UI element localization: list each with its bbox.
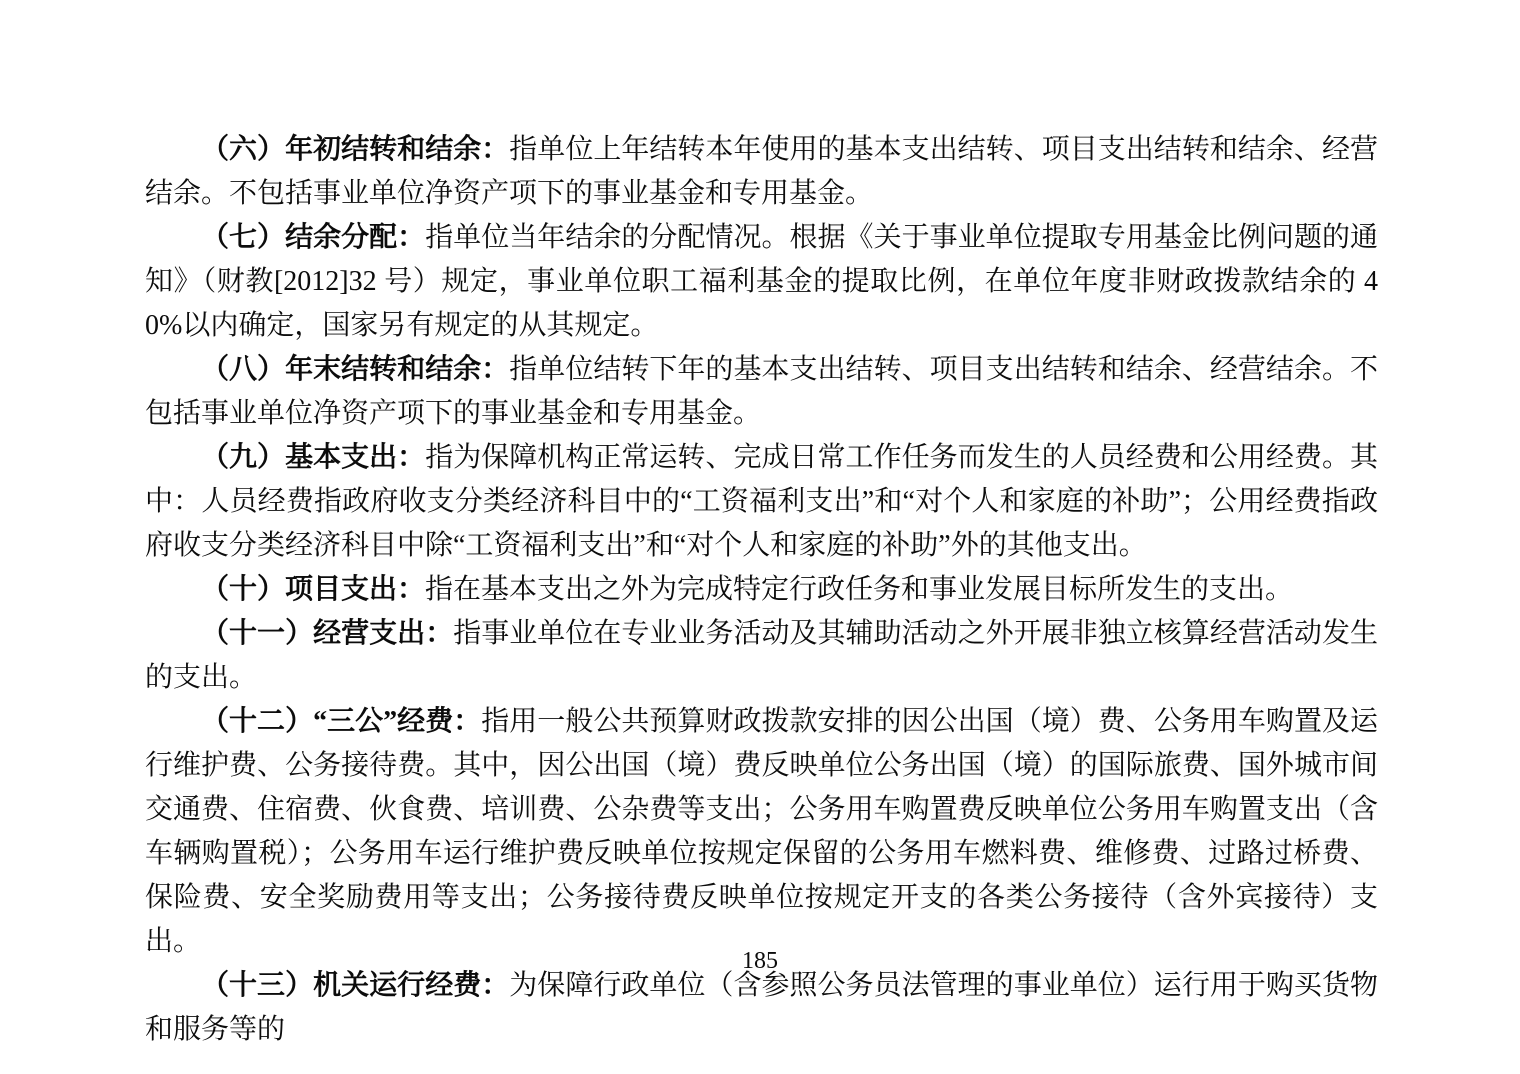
definition-term: （十一）经营支出： bbox=[201, 618, 454, 649]
definition-body: 指事业单位在专业业务活动及其辅助活动之外开展非独立核算经营活动发生的支出。 bbox=[145, 618, 1378, 693]
definition-term: （八）年末结转和结余： bbox=[201, 354, 510, 385]
definition-term: （九）基本支出： bbox=[201, 442, 426, 473]
definition-paragraph bbox=[145, 216, 1378, 348]
definition-paragraph bbox=[145, 964, 1378, 1052]
definition-paragraph bbox=[145, 128, 1378, 216]
definition-paragraph bbox=[145, 612, 1378, 700]
definition-body: 为保障行政单位（含参照公务员法管理的事业单位）运行用于购买货物和服务等的 bbox=[145, 970, 1378, 1045]
definition-body: 指单位上年结转本年使用的基本支出结转、项目支出结转和结余、经营结余。不包括事业单位净资产项下的事业基金和专用基金。 bbox=[145, 134, 1378, 209]
definition-body: 指单位当年结余的分配情况。根据《关于事业单位提取专用基金比例问题的通知》（财教[2012]32 号）规定，事业单位职工福利基金的提取比例，在单位年度非财政拨款结余的 40%以内确定，国家另有规定的从其规定。 bbox=[145, 222, 1378, 341]
definition-term: （十二）“三公”经费： bbox=[201, 706, 482, 737]
definition-paragraph bbox=[145, 700, 1378, 964]
definition-body: 指在基本支出之外为完成特定行政任务和事业发展目标所发生的支出。 bbox=[425, 574, 1294, 605]
definition-term: （六）年初结转和结余： bbox=[201, 134, 510, 165]
definition-term: （十三）机关运行经费： bbox=[201, 970, 510, 1001]
definition-body: 指单位结转下年的基本支出结转、项目支出结转和结余、经营结余。不包括事业单位净资产项下的事业基金和专用基金。 bbox=[145, 354, 1378, 429]
definition-term: （七）结余分配： bbox=[201, 222, 426, 253]
definition-paragraph bbox=[145, 568, 1378, 612]
definition-paragraph bbox=[145, 436, 1378, 568]
definition-term: （十）项目支出： bbox=[201, 574, 426, 605]
document-text-block bbox=[145, 128, 1378, 1052]
definition-body: 指为保障机构正常运转、完成日常工作任务而发生的人员经费和公用经费。其中：人员经费指政府收支分类经济科目中的“工资福利支出”和“对个人和家庭的补助”；公用经费指政府收支分类经济科目中除“工资福利支出”和“对个人和家庭的补助”外的其他支出。 bbox=[145, 442, 1378, 561]
definition-body: 指用一般公共预算财政拨款安排的因公出国（境）费、公务用车购置及运行维护费、公务接待费。其中，因公出国（境）费反映单位公务出国（境）的国际旅费、国外城市间交通费、住宿费、伙食费、培训费、公杂费等支出；公务用车购置费反映单位公务用车购置支出（含车辆购置税）；公务用车运行维护费反映单位按规定保留的公务用车燃料费、维修费、过路过桥费、保险费、安全奖励费用等支出；公务接待费反映单位按规定开支的各类公务接待（含外宾接待）支出。 bbox=[145, 706, 1378, 957]
page-number: 185 bbox=[742, 948, 778, 974]
definition-paragraph bbox=[145, 348, 1378, 436]
